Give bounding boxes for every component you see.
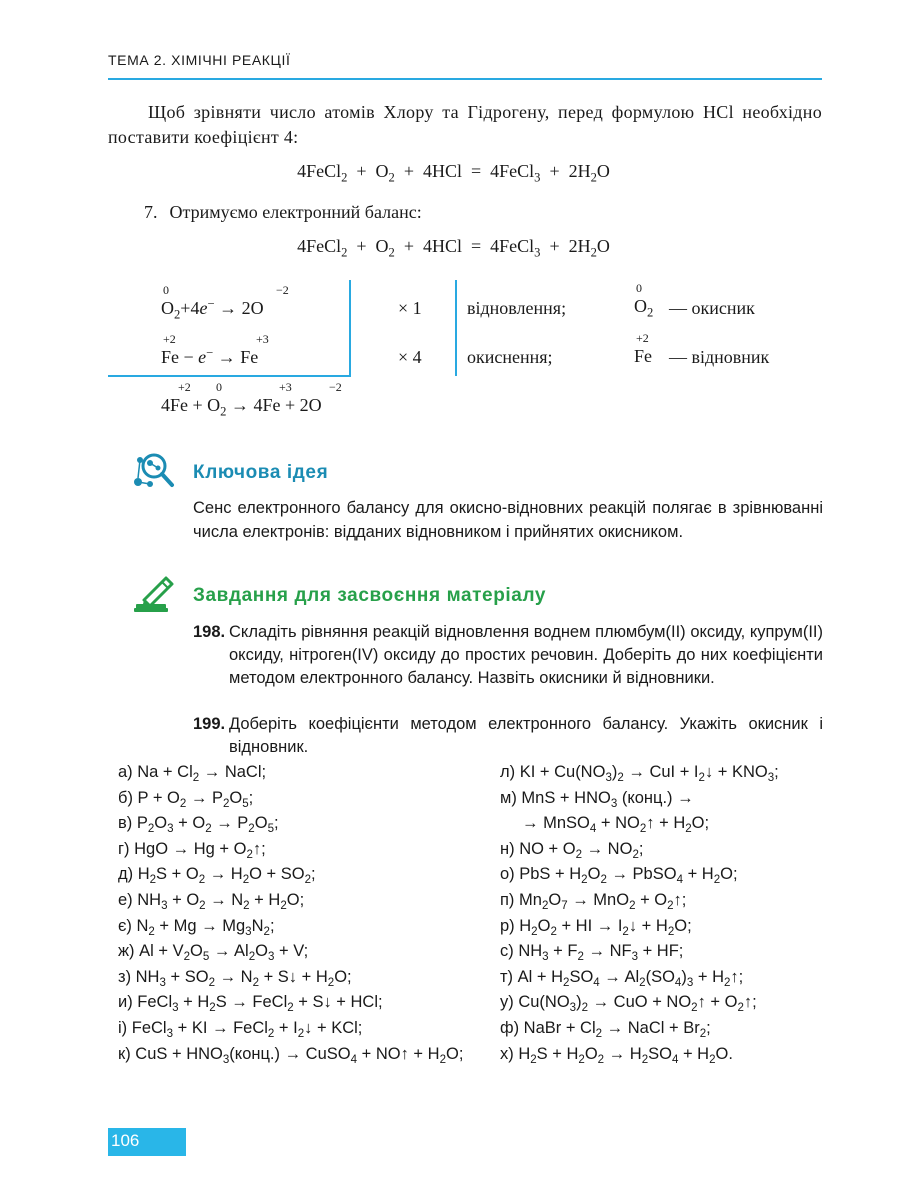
pencil-notebook-icon [132,574,176,619]
exercise-item: з) $NH_3 + SO_2 \to N_2$ + S↓ + $H_2O$; [118,967,352,989]
step-number: 7. [144,202,158,222]
task-text: Складіть рівняння реакцій відновлення воднем плюмбум(ІІ) оксиду, купрум(ІІ) оксиду, нітроген(ІV) оксиду до простих речовин. Доберіть до них коефіцієнти методом електронного балансу. Назвіть окисники й відновники. [229,623,823,687]
exercise-item: п) $Mn_2O_7 \to MnO_2$ + $O_2↑$; [500,890,687,912]
ox-state: 0 [216,380,222,394]
exercise-item: х) $H_2S + H_2O_2 \to H_2SO_4 + H_2O$. [500,1044,733,1066]
role-label: — відновник [669,347,770,367]
exercise-item: р) $H_2O_2$ + HI → $I_2↓ + H_2O$; [500,916,692,938]
exercises-right-column [500,760,779,1067]
summary-equation: $4Fe + O_2 \to 4Fe + 2O$ [161,395,322,419]
header-rule [108,78,822,80]
exercises-left-column [118,760,463,1067]
exercise-item: у) $Cu(NO_3)_2$ → CuO + $NO_2↑$ + $O_2↑$; [500,993,757,1015]
ox-state: +2 [636,331,649,345]
exercise-item: в) $P_2O_3 + O_2 \to P_2O_5$; [118,814,279,836]
intro-paragraph: Щоб зрівняти число атомів Хлору та Гідрогену, перед формулою HCl необхідно поставити коефіцієнт 4: [108,102,822,147]
half-reaction-reduction: $O_2+4e^- \to 2O$ [161,296,264,322]
header-title: ТЕМА 2. ХІМІЧНІ РЕАКЦІЇ [108,52,291,68]
process-label: окиснення; [467,347,553,367]
key-idea-text: Сенс електронного балансу для окисно-відновних реакцій полягає в зрівнюванні числа електронів: відданих відновником і прийнятих окисником. [193,499,823,541]
step-text: Отримуємо електронний баланс: [169,202,422,222]
ox-state: −2 [276,283,289,297]
exercise-item: → MnSO$_4$ + $NO_2↑ + H_2O$; [522,814,710,836]
exercise-item: т) $Al + H_2SO_4 \to Al_2(SO_4)_3$ + $H_2↑$; [500,967,744,989]
ox-state: −2 [329,380,342,394]
exercise-item: г) HgO → $Hg + O_2↑$; [118,839,266,861]
half-reaction-oxidation: Fe − e− → Fe [161,345,259,367]
exercise-item: м) MnS + $HNO_3$ (конц.) → [500,788,694,810]
key-idea-title: Ключова ідея [193,462,329,483]
exercise-item: д) $H_2S + O_2 \to H_2O + SO_2$; [118,865,316,887]
exercise-item: є) $N_2 + Mg \to Mg_3N_2$; [118,916,275,938]
exercise-item: н) NO + $O_2 \to NO_2$; [500,839,644,861]
species: Fe [634,346,652,366]
task-item [193,621,823,690]
exercise-item: е) $NH_3 + O_2 \to N_2 + H_2O$; [118,890,305,912]
tasks-title: Завдання для засвоєння матеріалу [193,585,547,606]
ox-state: +2 [178,380,191,394]
ox-state: +3 [279,380,292,394]
ox-state: +3 [256,332,269,346]
exercise-item: б) $P + O_2 \to P_2O_5$; [118,788,254,810]
exercise-item: і) FeCl$_3$ + KI → FeCl$_2$ + $I_2↓$ + KCl; [118,1018,363,1040]
role-label: — окисник [669,298,755,318]
multiplier: × 4 [398,347,422,367]
ox-state: 0 [636,281,642,295]
page-number: 106 [111,1131,140,1150]
task-text: Доберіть коефіцієнти методом електронного балансу. Укажіть окисник і відновник. [229,715,823,756]
ox-state: +2 [163,332,176,346]
exercise-item: л) KI + $Cu(NO_3)_2$ → CuI + $I_2↓ + KNO_3$; [500,763,779,785]
ox-state: 0 [163,283,169,297]
exercise-item: о) PbS + $H_2O_2$ → PbSO$_4$ + $H_2O$; [500,865,738,887]
exercise-item: а) $Na + Cl_2$ → NaCl; [118,763,267,785]
exercise-item: к) CuS + $HNO_3(конц.)$ → CuSO$_4$ + NO↑ + $H_2O$; [118,1044,464,1066]
multiplier: × 1 [398,298,422,318]
balance-divider [455,280,457,376]
process-label: відновлення; [467,298,567,318]
balance-underline [108,375,351,377]
balance-divider [349,280,351,376]
task-number: 198. [193,623,226,641]
exercise-item: и) FeCl$_3$ + $H_2S$ → FeCl$_2$ + S↓ + HCl; [118,993,383,1015]
balanced-equation: 4FeCl$_2$ + $O_2 + 4HCl$ = 4FeCl$_3$ + $2H_2O$ [297,161,610,185]
molecule-magnifier-icon [132,450,176,495]
exercise-item: ж) $Al + V_2O_5 \to Al_2O_3 + V$; [118,942,309,964]
task-item [193,713,823,759]
exercise-item: с) $NH_3 + F_2 \to NF_3$ + HF; [500,942,684,964]
step7-equation: 4FeCl$_2$ + $O_2 + 4HCl$ = 4FeCl$_3$ + $2H_2O$ [297,236,610,260]
task-number: 199. [193,715,226,733]
species: $O_2$ [634,296,654,320]
exercise-item: ф) NaBr + $Cl_2$ → NaCl + $Br_2$; [500,1018,711,1040]
step-7 [144,202,422,223]
